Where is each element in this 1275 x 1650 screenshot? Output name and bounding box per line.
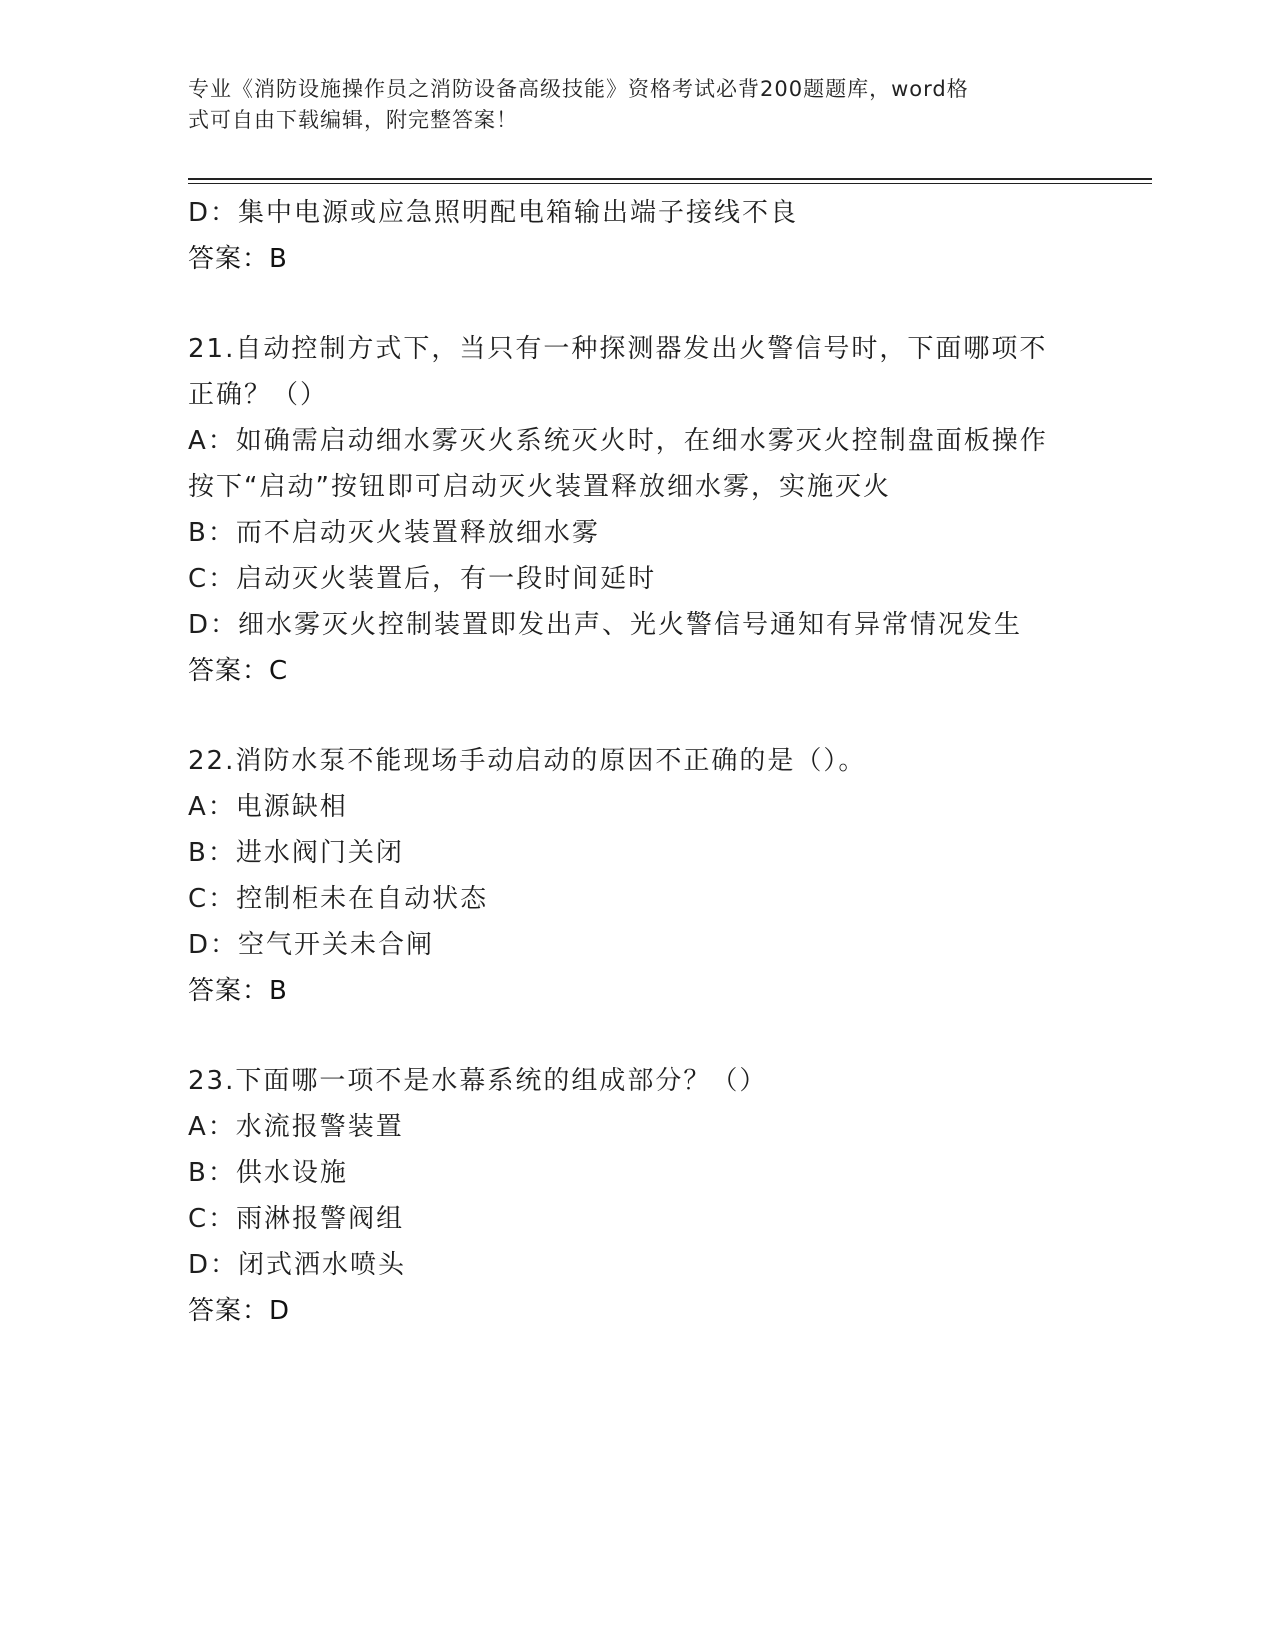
- option-c: C：启动灭火装置后，有一段时间延时: [188, 564, 657, 594]
- question-stem-cont: 正确？（）: [188, 380, 329, 410]
- option-d: D：空气开关未合闸: [188, 930, 435, 960]
- question-22: [188, 738, 1088, 1014]
- question-stem: 21.自动控制方式下，当只有一种探测器发出火警信号时，下面哪项不: [188, 334, 1048, 364]
- option-a: A：如确需启动细水雾灭火系统灭火时，在细水雾灭火控制盘面板操作: [188, 426, 1048, 456]
- option-c: C：雨淋报警阀组: [188, 1204, 405, 1234]
- document-header: [188, 74, 1068, 136]
- answer-line: 答案：C: [188, 656, 289, 686]
- option-d: D：闭式洒水喷头: [188, 1250, 407, 1280]
- question-list: [188, 190, 1088, 1334]
- option-d: D：集中电源或应急照明配电箱输出端子接线不良: [188, 198, 799, 228]
- option-d: D：细水雾灭火控制装置即发出声、光火警信号通知有异常情况发生: [188, 610, 1023, 640]
- header-divider-thick: [188, 178, 1152, 180]
- question-21: [188, 326, 1088, 694]
- header-line-1: 专业《消防设施操作员之消防设备高级技能》资格考试必背200题题库，word格: [188, 77, 969, 101]
- question-stem: 23.下面哪一项不是水幕系统的组成部分？（）: [188, 1066, 768, 1096]
- option-c: C：控制柜未在自动状态: [188, 884, 489, 914]
- answer-line: 答案：D: [188, 1296, 291, 1326]
- answer-line: 答案：B: [188, 244, 288, 274]
- question-20-continuation: [188, 190, 1088, 282]
- option-b: B：供水设施: [188, 1158, 348, 1188]
- option-a: A：电源缺相: [188, 792, 348, 822]
- answer-line: 答案：B: [188, 976, 288, 1006]
- header-line-2: 式可自由下载编辑，附完整答案！: [188, 108, 518, 132]
- question-23: [188, 1058, 1088, 1334]
- header-divider-thin: [188, 183, 1152, 184]
- option-a-cont: 按下“启动”按钮即可启动灭火装置释放细水雾，实施灭火: [188, 472, 891, 502]
- option-a: A：水流报警装置: [188, 1112, 404, 1142]
- option-b: B：进水阀门关闭: [188, 838, 404, 868]
- option-b: B：而不启动灭火装置释放细水雾: [188, 518, 600, 548]
- question-stem: 22.消防水泵不能现场手动启动的原因不正确的是（）。: [188, 746, 867, 776]
